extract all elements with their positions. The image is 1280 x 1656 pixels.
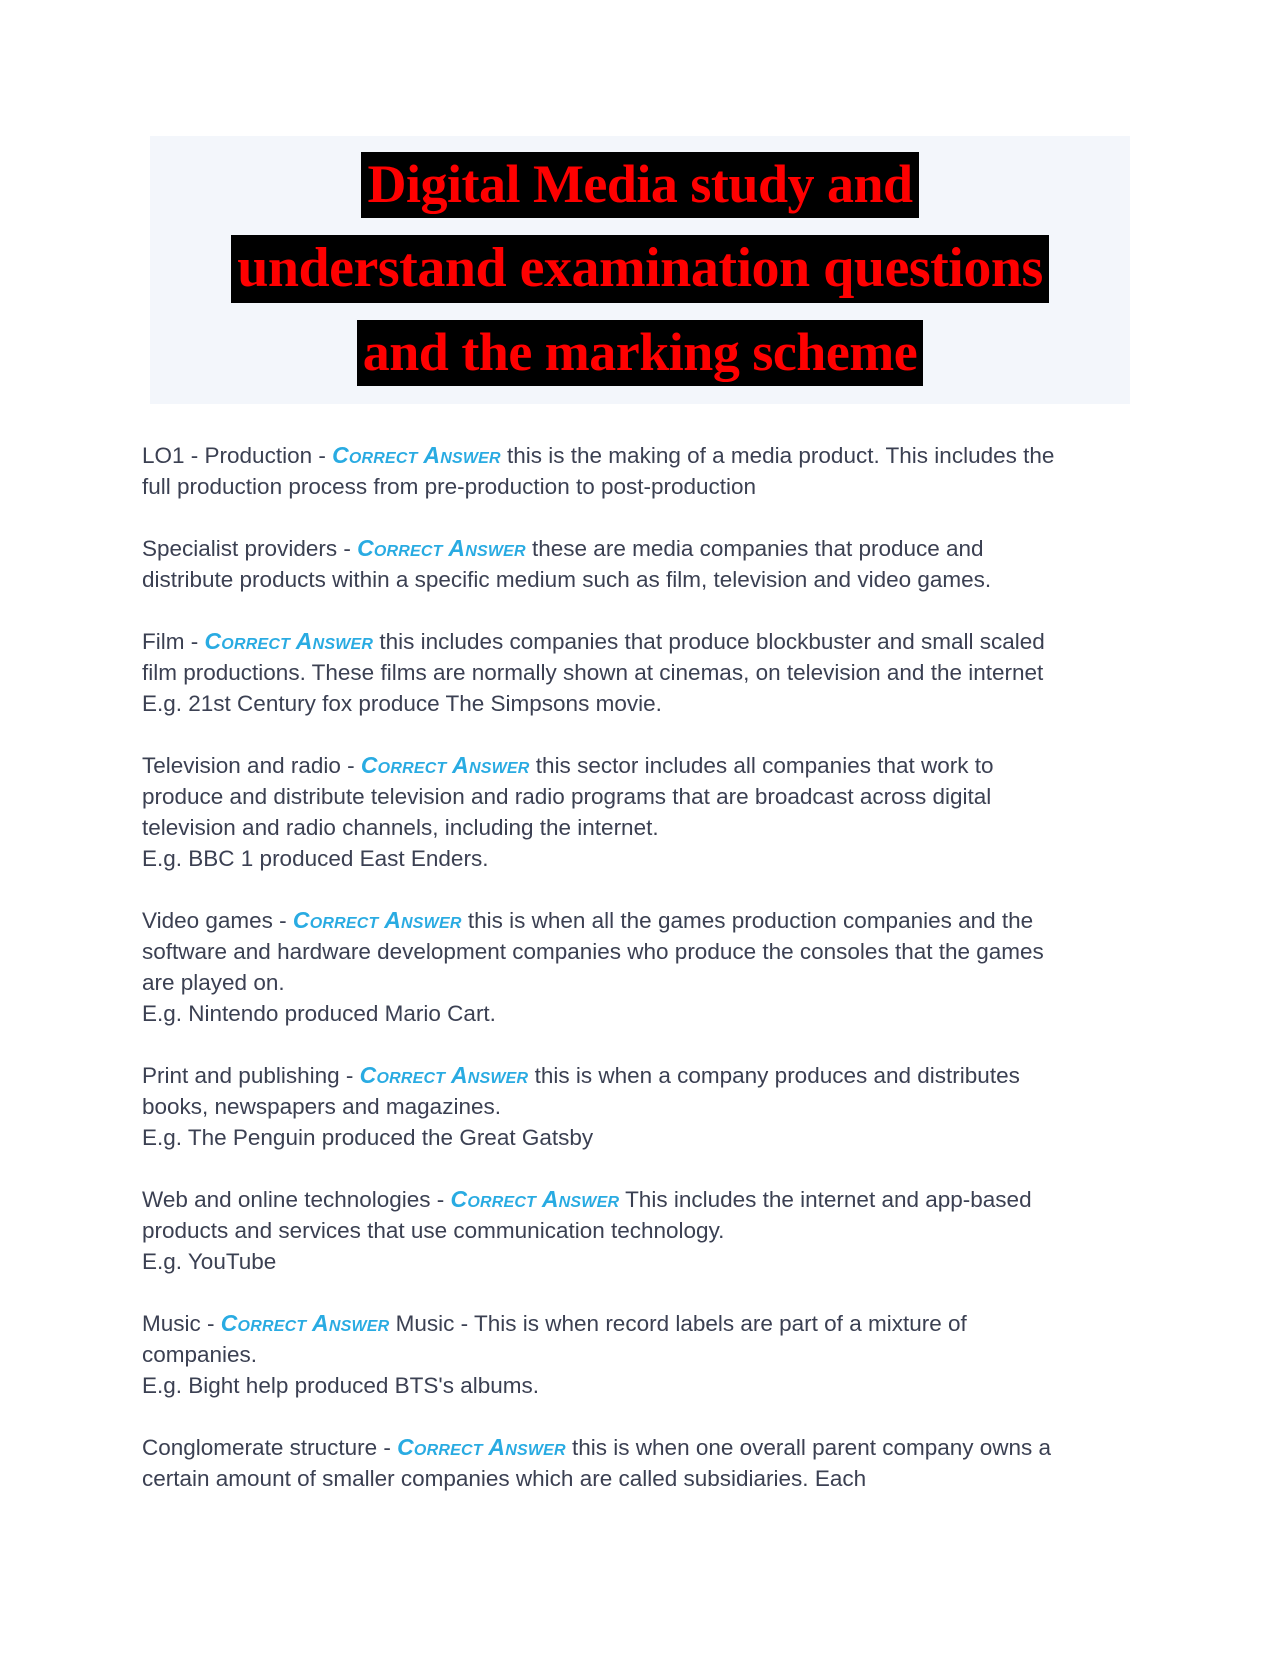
qa-paragraph bbox=[142, 905, 1067, 1029]
qa-paragraph bbox=[142, 626, 1067, 719]
correct-answer-label: Correct Answer bbox=[204, 628, 374, 654]
correct-answer-label: Correct Answer bbox=[450, 1186, 620, 1212]
qa-paragraph bbox=[142, 1184, 1067, 1277]
correct-answer-label: Correct Answer bbox=[220, 1310, 390, 1336]
qa-paragraph bbox=[142, 440, 1067, 502]
qa-example-text: E.g. 21st Century fox produce The Simpsons movie. bbox=[142, 691, 662, 716]
qa-answer-text: this is when one overall parent company owns a certain amount of smaller companies which are called subsidiaries. Each bbox=[142, 1435, 1052, 1491]
qa-answer-text: this is the making of a media product. This includes the full production process from pre-production to post-production bbox=[142, 443, 1055, 499]
correct-answer-label: Correct Answer bbox=[357, 535, 526, 561]
qa-term: LO1 - Production - bbox=[142, 443, 333, 468]
qa-term: Print and publishing - bbox=[142, 1063, 360, 1088]
document-title-block bbox=[150, 136, 1130, 404]
qa-answer-text: this is when all the games production companies and the software and hardware development companies who produce the consoles that the games are played on. bbox=[142, 908, 1044, 995]
correct-answer-label: Correct Answer bbox=[292, 907, 462, 933]
correct-answer-label: Correct Answer bbox=[332, 442, 501, 468]
qa-example-text: E.g. BBC 1 produced East Enders. bbox=[142, 846, 489, 871]
qa-answer-text: these are media companies that produce and distribute products within a specific medium such as film, television and video games. bbox=[142, 536, 992, 592]
title-line-2 bbox=[150, 226, 1130, 310]
qa-term: Web and online technologies - bbox=[142, 1187, 451, 1212]
qa-answer-text: Music - This is when record labels are part of a mixture of companies. bbox=[142, 1311, 967, 1367]
document-body bbox=[142, 440, 1067, 1494]
title-line-3 bbox=[150, 310, 1130, 394]
qa-example-text: E.g. The Penguin produced the Great Gatsby bbox=[142, 1125, 594, 1150]
qa-paragraph bbox=[142, 533, 1067, 595]
qa-paragraph bbox=[142, 1432, 1067, 1494]
title-line-1-text: Digital Media study and bbox=[361, 152, 918, 218]
qa-paragraph bbox=[142, 1308, 1067, 1401]
qa-answer-text: This includes the internet and app-based products and services that use communication technology. bbox=[142, 1187, 1032, 1243]
correct-answer-label: Correct Answer bbox=[397, 1434, 566, 1460]
qa-answer-text: this sector includes all companies that work to produce and distribute television and radio programs that are broadcast across digital television and radio channels, including the internet. bbox=[142, 753, 994, 840]
title-line-1 bbox=[150, 142, 1130, 226]
correct-answer-label: Correct Answer bbox=[359, 1062, 529, 1088]
title-line-3-text: and the marking scheme bbox=[357, 320, 924, 386]
qa-term: Specialist providers - bbox=[142, 536, 358, 561]
qa-term: Conglomerate structure - bbox=[142, 1435, 398, 1460]
qa-paragraph bbox=[142, 1060, 1067, 1153]
qa-paragraph bbox=[142, 750, 1067, 874]
qa-term: Video games - bbox=[142, 908, 293, 933]
qa-answer-text: this includes companies that produce blockbuster and small scaled film productions. These films are normally shown at cinemas, on television and the internet bbox=[142, 629, 1045, 685]
qa-term: Television and radio - bbox=[142, 753, 361, 778]
qa-example-text: E.g. YouTube bbox=[142, 1249, 277, 1274]
correct-answer-label: Correct Answer bbox=[360, 752, 530, 778]
title-line-2-text: understand examination questions bbox=[231, 235, 1049, 303]
qa-term: Music - bbox=[142, 1311, 221, 1336]
qa-term: Film - bbox=[142, 629, 205, 654]
qa-example-text: E.g. Nintendo produced Mario Cart. bbox=[142, 1001, 496, 1026]
qa-answer-text: this is when a company produces and distributes books, newspapers and magazines. bbox=[142, 1063, 1020, 1119]
qa-example-text: E.g. Bight help produced BTS's albums. bbox=[142, 1373, 540, 1398]
